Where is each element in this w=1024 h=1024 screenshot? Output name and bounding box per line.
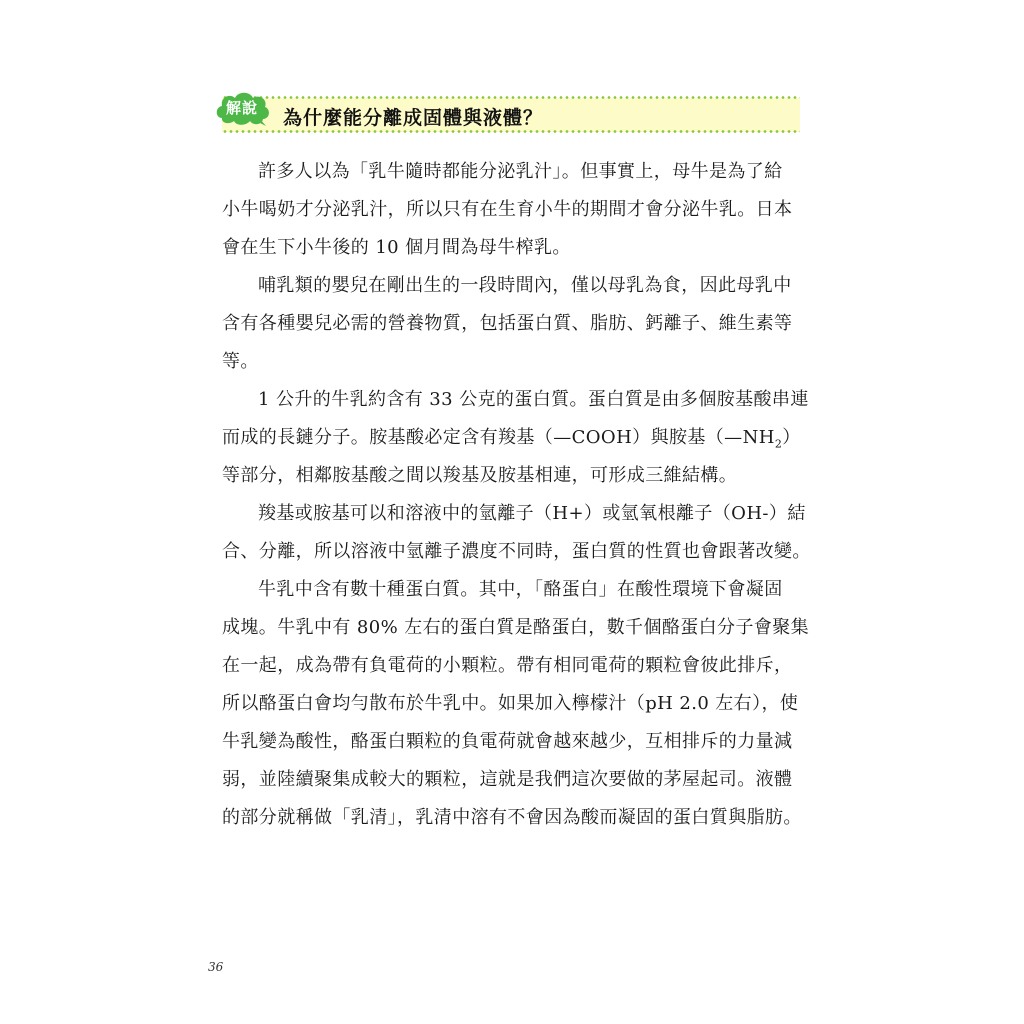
paragraph-5-line-4: 所以酪蛋白會均勻散布於牛乳中。如果加入檸檬汁（pH 2.0 左右），使: [222, 693, 799, 714]
paragraph-2-line-2: 含有各種嬰兒必需的營養物質，包括蛋白質、脂肪、鈣離子、維生素等: [222, 313, 793, 334]
paragraph-5-line-3: 在一起，成為帶有負電荷的小顆粒。帶有相同電荷的顆粒會彼此排斥，: [222, 655, 793, 676]
page-number: 36: [208, 960, 224, 974]
explanation-badge: [214, 88, 272, 128]
paragraph-3-line-1: 1 公升的牛乳約含有 33 公克的蛋白質。蛋白質是由多個胺基酸串連: [258, 389, 809, 410]
paragraph-4-line-2: 合、分離，所以溶液中氫離子濃度不同時，蛋白質的性質也會跟著改變。: [222, 541, 811, 562]
paragraph-1-line-3: 會在生下小牛後的 10 個月間為母牛榨乳。: [222, 237, 571, 258]
paragraph-1-line-2: 小牛喝奶才分泌乳汁，所以只有在生育小牛的期間才會分泌牛乳。日本: [222, 199, 793, 220]
section-heading: 為什麼能分離成固體與液體？: [283, 107, 544, 129]
paragraph-5-line-1: 牛乳中含有數十種蛋白質。其中，「酪蛋白」在酸性環境下會凝固: [258, 579, 783, 600]
paragraph-2-line-3: 等。: [222, 351, 259, 372]
paragraph-3-line-2: [222, 426, 802, 457]
paragraph-3-line-2-text: 而成的長鏈分子。胺基酸必定含有羧基（—COOH）與胺基（—NH: [222, 427, 775, 448]
paragraph-5-line-6: 弱，並陸續聚集成較大的顆粒，這就是我們這次要做的茅屋起司。液體: [222, 769, 793, 790]
paragraph-4-line-1: 羧基或胺基可以和溶液中的氫離子（H+）或氫氧根離子（OH-）結: [258, 503, 806, 524]
nh2-close-paren: ）: [782, 427, 801, 448]
paragraph-5-line-2: 成塊。牛乳中有 80% 左右的蛋白質是酪蛋白，數千個酪蛋白分子會聚集: [222, 617, 810, 638]
header-top-dotted-rule: [222, 96, 800, 99]
paragraph-1-line-1: 許多人以為「乳牛隨時都能分泌乳汁」。但事實上，母牛是為了給: [258, 161, 783, 182]
paragraph-5-line-7: 的部分就稱做「乳清」，乳清中溶有不會因為酸而凝固的蛋白質與脂肪。: [222, 807, 802, 828]
header-bottom-dotted-rule: [222, 130, 800, 133]
paragraph-5-line-5: 牛乳變為酸性，酪蛋白顆粒的負電荷就會越來越少，互相排斥的力量減: [222, 731, 793, 752]
paragraph-2-line-1: 哺乳類的嬰兒在剛出生的一段時間內，僅以母乳為食，因此母乳中: [258, 275, 792, 296]
paragraph-3-line-3: 等部分，相鄰胺基酸之間以羧基及胺基相連，可形成三維結構。: [222, 465, 738, 486]
nh2-subscript: 2: [774, 437, 783, 451]
badge-label: 解說: [225, 99, 258, 117]
